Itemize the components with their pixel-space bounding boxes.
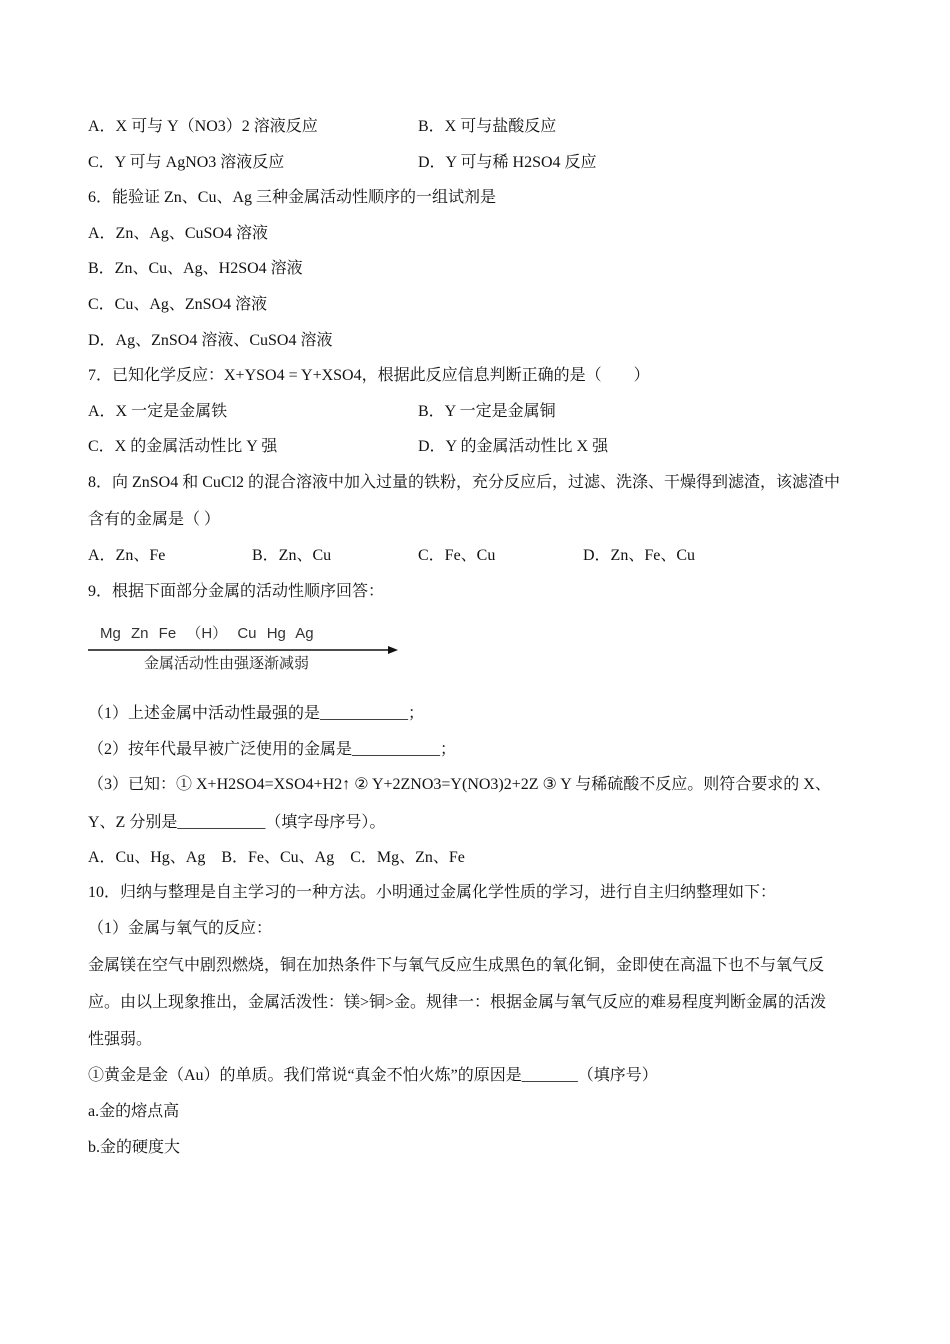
q8-stem-line2: 含有的金属是（ ） bbox=[88, 511, 221, 528]
q7-option-a: A．X 一定是金属铁 bbox=[88, 403, 228, 420]
q9-part2: （2）按年代最早被广泛使用的金属是___________； bbox=[88, 741, 457, 758]
q8-option-d: D．Zn、Fe、Cu bbox=[583, 547, 696, 564]
metal-sequence: Mg Zn Fe （H） Cu Hg Ag bbox=[100, 625, 314, 642]
q7-option-d: D．Y 的金属活动性比 X 强 bbox=[418, 438, 609, 455]
q6-option-b: B．Zn、Cu、Ag、H2SO4 溶液 bbox=[88, 260, 303, 277]
activity-series-diagram bbox=[88, 620, 408, 680]
q6-option-d: D．Ag、ZnSO4 溶液、CuSO4 溶液 bbox=[88, 332, 333, 349]
q9-part1: （1）上述金属中活动性最强的是___________； bbox=[88, 705, 425, 722]
q9-options: A．Cu、Hg、Ag B．Fe、Cu、Ag C．Mg、Zn、Fe bbox=[88, 849, 465, 866]
q10-option-b: b.金的硬度大 bbox=[88, 1139, 181, 1156]
q10-paragraph-line1: 金属镁在空气中剧烈燃烧，铜在加热条件下与氧气反应生成黑色的氧化铜，金即使在高温下也不与氧气反 bbox=[88, 957, 825, 974]
q5-option-c: C．Y 可与 AgNO3 溶液反应 bbox=[88, 154, 285, 171]
q8-option-b: B．Zn、Cu bbox=[252, 547, 332, 564]
q10-option-a: a.金的熔点高 bbox=[88, 1103, 180, 1120]
q5-option-a: A．X 可与 Y（NO3）2 溶液反应 bbox=[88, 118, 318, 135]
q10-part1: （1）金属与氧气的反应： bbox=[88, 920, 273, 937]
q10-sub1: ①黄金是金（Au）的单质。我们常说“真金不怕火炼”的原因是_______（填序号） bbox=[88, 1067, 658, 1084]
q8-option-c: C．Fe、Cu bbox=[418, 547, 496, 564]
q7-stem: 7．已知化学反应：X+YSO4 = Y+XSO4，根据此反应信息判断正确的是（ ） bbox=[88, 367, 650, 384]
q5-option-b: B．X 可与盐酸反应 bbox=[418, 118, 557, 135]
q9-part3-line1: （3）已知：① X+H2SO4=XSO4+H2↑ ② Y+2ZNO3=Y(NO3)2+2Z ③ Y 与稀硫酸不反应。则符合要求的 X、 bbox=[88, 776, 831, 793]
q6-option-c: C．Cu、Ag、ZnSO4 溶液 bbox=[88, 296, 268, 313]
q6-stem: 6．能验证 Zn、Cu、Ag 三种金属活动性顺序的一组试剂是 bbox=[88, 189, 497, 206]
q8-stem-line1: 8．向 ZnSO4 和 CuCl2 的混合溶液中加入过量的铁粉，充分反应后，过滤、洗涤、干燥得到滤渣，该滤渣中 bbox=[88, 474, 841, 491]
arrow-caption: 金属活动性由强逐渐减弱 bbox=[144, 654, 310, 672]
q6-option-a: A．Zn、Ag、CuSO4 溶液 bbox=[88, 225, 269, 242]
q10-paragraph-line2: 应。由以上现象推出，金属活泼性：镁>铜>金。规律一：根据金属与氧气反应的难易程度判断金属的活泼 bbox=[88, 994, 827, 1011]
q10-paragraph-line3: 性强弱。 bbox=[88, 1031, 153, 1048]
q9-part3-line2: Y、Z 分别是___________（填字母序号）。 bbox=[88, 814, 386, 831]
q9-stem: 9．根据下面部分金属的活动性顺序回答： bbox=[88, 583, 385, 600]
q8-option-a: A．Zn、Fe bbox=[88, 547, 166, 564]
q7-option-b: B．Y 一定是金属铜 bbox=[418, 403, 556, 420]
q5-option-d: D．Y 可与稀 H2SO4 反应 bbox=[418, 154, 597, 171]
q7-option-c: C．X 的金属活动性比 Y 强 bbox=[88, 438, 278, 455]
q10-stem: 10．归纳与整理是自主学习的一种方法。小明通过金属化学性质的学习，进行自主归纳整理如下： bbox=[88, 884, 777, 901]
